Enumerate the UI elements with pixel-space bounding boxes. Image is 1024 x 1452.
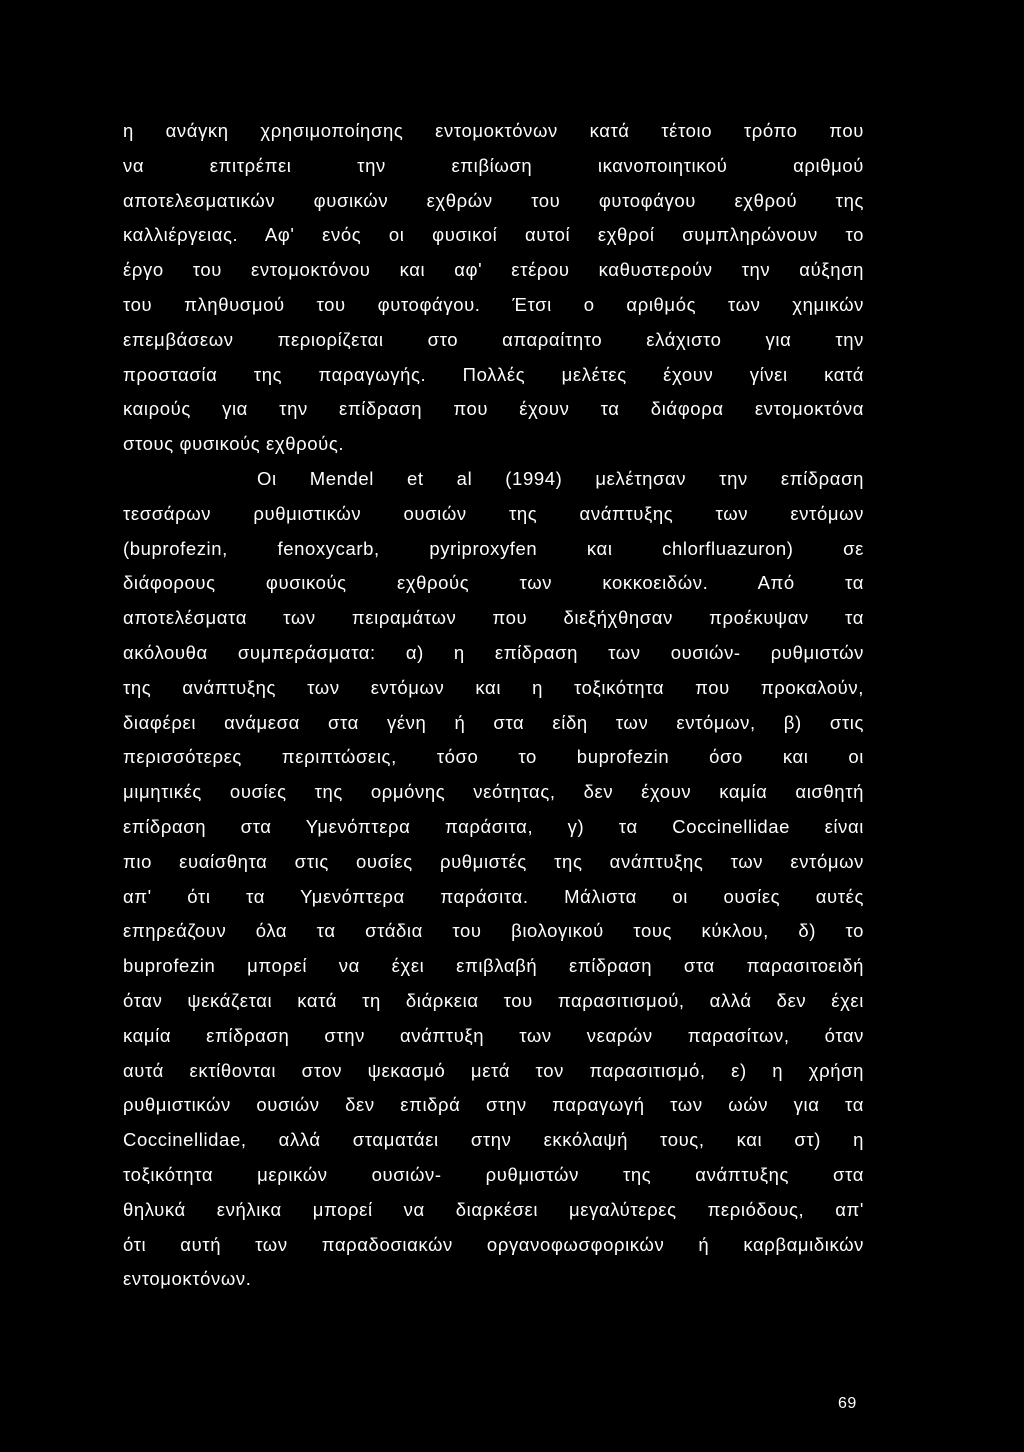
text-line: ακόλουθα συμπεράσματα: α) η επίδραση των ουσιών- ρυθμιστών: [123, 641, 864, 663]
text-line: (buprofezin, fenoxycarb, pyriproxyfen και chlorfluazuron) σε: [123, 537, 864, 559]
text-line: έργο του εντομοκτόνου και αφ' ετέρου καθυστερούν την αύξηση: [123, 259, 864, 281]
text-line: αποτελεσματικών φυσικών εχθρών του φυτοφάγου εχθρού της: [123, 189, 864, 211]
text-line: πιο ευαίσθητα στις ουσίες ρυθμιστές της ανάπτυξης των εντόμων: [123, 850, 864, 872]
text-line: του πληθυσμού του φυτοφάγου. Έτσι ο αριθμός των χημικών: [123, 293, 864, 315]
text-line: μιμητικές ουσίες της ορμόνης νεότητας, δεν έχουν καμία αισθητή: [123, 781, 864, 803]
text-line: θηλυκά ενήλικα μπορεί να διαρκέσει μεγαλύτερες περιόδους, απ': [123, 1198, 864, 1220]
text-line: τεσσάρων ρυθμιστικών ουσιών της ανάπτυξης των εντόμων: [123, 502, 864, 524]
text-line: περισσότερες περιπτώσεις, τόσο το buprofezin όσο και οι: [123, 746, 864, 768]
text-line: διάφορους φυσικούς εχθρούς των κοκκοειδών. Από τα: [123, 572, 864, 594]
text-line: προστασία της παραγωγής. Πολλές μελέτες έχουν γίνει κατά: [123, 363, 864, 385]
text-line: ρυθμιστικών ουσιών δεν επιδρά στην παραγωγή των ωών για τα: [123, 1094, 864, 1116]
text-line: αυτά εκτίθονται στον ψεκασμό μετά τον παρασιτισμό, ε) η χρήση: [123, 1059, 864, 1081]
text-line: στους φυσικούς εχθρούς.: [123, 433, 345, 455]
text-line: αποτελέσματα των πειραμάτων που διεξήχθησαν προέκυψαν τα: [123, 607, 864, 629]
text-line: η ανάγκη χρησιμοποίησης εντομοκτόνων κατά τέτοιο τρόπο που: [123, 120, 864, 141]
text-line: buprofezin μπορεί να έχει επιβλαβή επίδραση στα παρασιτοειδή: [123, 955, 864, 977]
text-line: Coccinellidae, αλλά σταματάει στην εκκόλαψή τους, και στ) η: [123, 1129, 864, 1151]
text-line: όταν ψεκάζεται κατά τη διάρκεια του παρασιτισμού, αλλά δεν έχει: [123, 989, 864, 1011]
text-line: απ' ότι τα Υμενόπτερα παράσιτα. Μάλιστα οι ουσίες αυτές: [123, 885, 864, 907]
text-line: να επιτρέπει την επιβίωση ικανοποιητικού αριθμού: [123, 154, 864, 176]
text-line: ότι αυτή των παραδοσιακών οργανοφωσφορικών ή καρβαμιδικών: [123, 1233, 864, 1255]
text-line: καμία επίδραση στην ανάπτυξη των νεαρών παρασίτων, όταν: [123, 1024, 864, 1046]
text-line: επεμβάσεων περιορίζεται στο απαραίτητο ελάχιστο για την: [123, 328, 864, 350]
text-line: Οι Mendel et al (1994) μελέτησαν την επίδραση: [257, 467, 864, 489]
text-line: της ανάπτυξης των εντόμων και η τοξικότητα που προκαλούν,: [123, 676, 864, 698]
text-line: επηρεάζουν όλα τα στάδια του βιολογικού τους κύκλου, δ) το: [123, 920, 864, 942]
text-line: εντομοκτόνων.: [123, 1268, 252, 1290]
text-line: επίδραση στα Υμενόπτερα παράσιτα, γ) τα Coccinellidae είναι: [123, 815, 864, 837]
text-line: διαφέρει ανάμεσα στα γένη ή στα είδη των εντόμων, β) στις: [123, 711, 864, 733]
page-number: 69: [838, 1395, 857, 1412]
text-line: καλλιέργειας. Αφ' ενός οι φυσικοί αυτοί εχθροί συμπληρώνουν το: [123, 224, 864, 246]
text-line: καιρούς για την επίδραση που έχουν τα διάφορα εντομοκτόνα: [123, 398, 864, 420]
text-line: τοξικότητα μερικών ουσιών- ρυθμιστών της ανάπτυξης στα: [123, 1163, 864, 1185]
body-text: [123, 114, 864, 1297]
